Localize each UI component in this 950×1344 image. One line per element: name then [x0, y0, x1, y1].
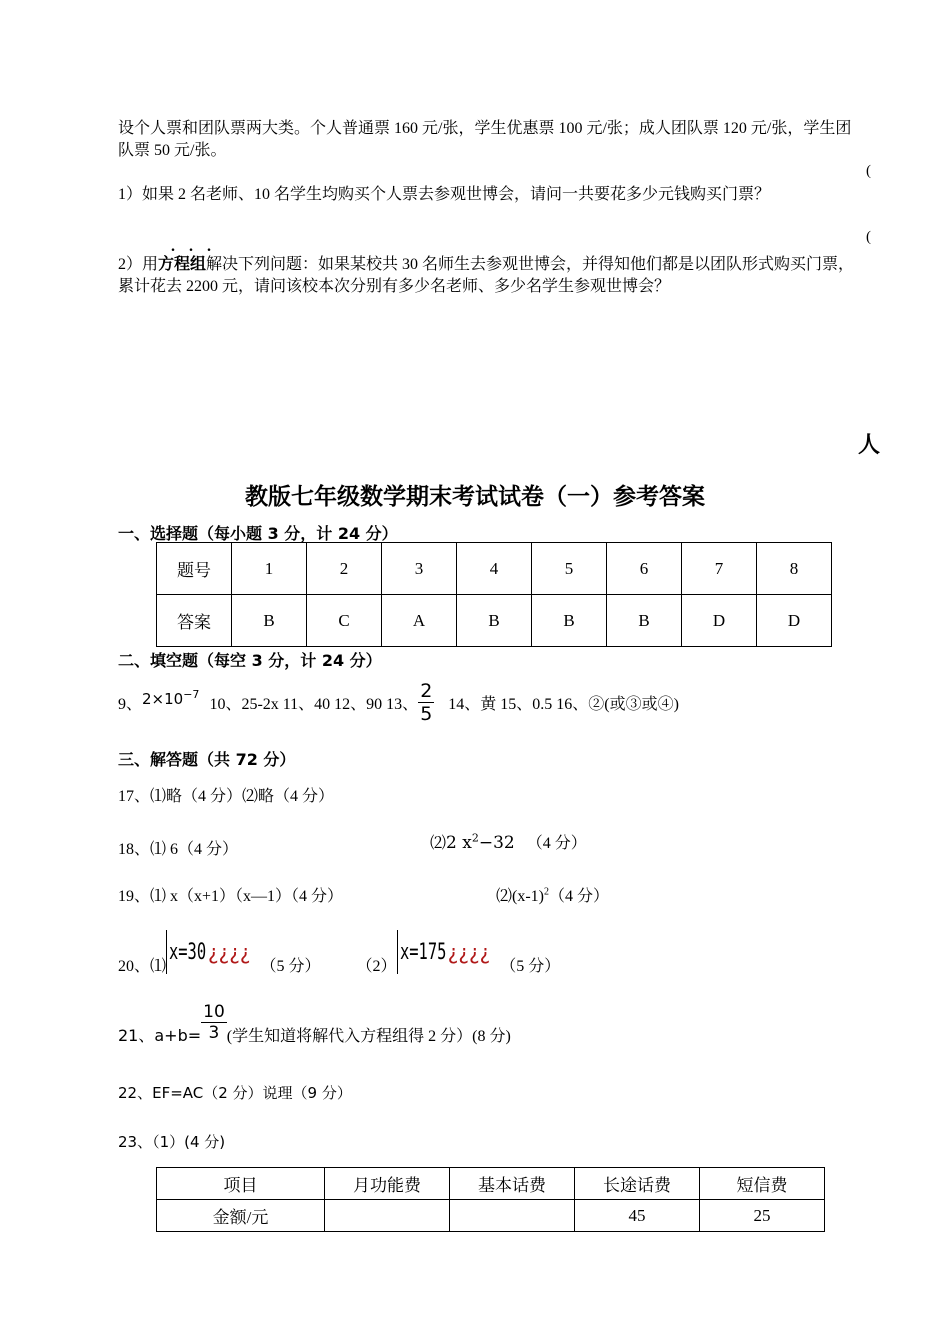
table-row: [157, 1168, 825, 1200]
a10-12: 10、25-2x 11、40 12、90 13、: [209, 695, 419, 713]
answer-19-right: [496, 883, 609, 906]
table-cell: D: [682, 595, 757, 647]
table-cell: 金额/元: [157, 1200, 325, 1232]
table-row: [157, 595, 832, 647]
emphasis-dots: ...: [171, 238, 225, 255]
answer-21: [118, 992, 511, 1052]
side-paren-1: (: [866, 163, 871, 179]
a21-label: 21、a+b=: [118, 1025, 202, 1045]
question-1: 1）如果 2 名老师、10 名学生均购买个人票去参观世博会，请问一共要花多少元钱购买门票？: [118, 186, 771, 203]
table-header: 短信费: [700, 1168, 825, 1200]
table-cell: 1: [232, 543, 307, 595]
a14-16: 14、黄 15、0.5 16、②(或③或④): [448, 695, 679, 713]
a18-expr-a: 2 x: [446, 833, 472, 853]
section-3-heading: 三、解答题（共 72 分）: [118, 750, 296, 769]
a20-junk-2: ¿¿¿¿: [447, 940, 491, 964]
table-header: 长途话费: [575, 1168, 700, 1200]
side-char: 人: [858, 432, 881, 457]
answer-18-left: 18、⑴ 6（4 分）: [118, 841, 239, 858]
table-cell: C: [307, 595, 382, 647]
q2-emphasis: 方程组: [158, 254, 207, 273]
a19-score: （4 分）: [549, 888, 610, 905]
a20-score-1: （5 分）: [260, 958, 321, 975]
table-cell: B: [457, 595, 532, 647]
table-cell: 7: [682, 543, 757, 595]
a9-label: 9、: [118, 695, 143, 713]
side-paren-2: (: [866, 229, 871, 245]
a18-expr-sup: 2: [471, 831, 479, 845]
table-row: [157, 1200, 825, 1232]
answer-20: [118, 920, 560, 980]
a20-eq2: x=175: [399, 939, 446, 965]
a9-expression: [142, 688, 199, 708]
table-cell: B: [532, 595, 607, 647]
a20-equation-1: [166, 930, 250, 974]
a20-bracket-1: [166, 930, 167, 974]
a21-denominator: 3: [208, 1022, 220, 1043]
table-cell: 45: [575, 1200, 700, 1232]
section-2-heading: 二、填空题（每空 3 分，计 24 分）: [118, 651, 382, 670]
a20-eq1: x=30: [169, 939, 207, 965]
section-1-heading: 一、选择题（每小题 3 分，计 24 分）: [118, 524, 398, 543]
table-header: 项目: [157, 1168, 325, 1200]
a13-numerator: 2: [420, 679, 433, 702]
a13-fraction: [418, 680, 434, 725]
question-2: [118, 253, 858, 298]
answer-19-left: 19、⑴ x（x+1）（x—1）（4 分）: [118, 888, 344, 905]
fill-in-answers: [118, 672, 679, 732]
a21-numerator: 10: [203, 1001, 225, 1022]
a20-junk-1: ¿¿¿¿: [208, 940, 251, 964]
q2-rest: 解决下列问题：如果某校共 30 名师生去参观世博会，并得知他们都是以团队形式购买门票，累计花去 2200 元，请问该校本次分别有多少名老师、多少名学生参观世博会？: [118, 256, 855, 295]
table-cell: B: [232, 595, 307, 647]
a21-fraction: [201, 1002, 227, 1043]
table-cell: 8: [757, 543, 832, 595]
table-cell: 5: [532, 543, 607, 595]
a20-part2: （2）: [356, 958, 397, 975]
table-cell: D: [757, 595, 832, 647]
answer-18-right: [430, 830, 587, 853]
a13-denominator: 5: [420, 702, 433, 725]
table-cell: [450, 1200, 575, 1232]
a21-rest: (学生知道将解代入方程组得 2 分）(8 分): [226, 1027, 511, 1045]
table-cell: A: [382, 595, 457, 647]
table-cell: 6: [607, 543, 682, 595]
table-header: 基本话费: [450, 1168, 575, 1200]
table-cell: 3: [382, 543, 457, 595]
problem-intro: 设个人票和团队票两大类。个人普通票 160 元/张，学生优惠票 100 元/张；成人团队票 120 元/张，学生团队票 50 元/张。: [118, 120, 852, 159]
answer-17: 17、⑴略（4 分）⑵略（4 分）: [118, 788, 335, 805]
table-cell: B: [607, 595, 682, 647]
page-title: 教版七年级数学期末考试试卷（一）参考答案: [245, 483, 705, 510]
a20-equation-2: [397, 930, 491, 974]
table-cell: 2: [307, 543, 382, 595]
q2-prefix: 2）用: [118, 256, 159, 273]
a20-label: 20、⑴: [118, 958, 167, 975]
answer-22: 22、EF=AC（2 分）说理（9 分）: [118, 1084, 352, 1102]
a18-prefix: ⑵: [430, 835, 447, 852]
table-header: 月功能费: [325, 1168, 450, 1200]
a18-suffix: （4 分）: [526, 835, 587, 852]
a18-expression: [446, 833, 515, 853]
answer-table: [156, 542, 832, 647]
table-cell: 25: [700, 1200, 825, 1232]
a19-sup: 2: [544, 886, 549, 898]
a20-bracket-2: [397, 930, 398, 974]
answer-23: 23、（1）(4 分): [118, 1133, 226, 1151]
fee-table: [156, 1167, 825, 1232]
table-cell: 4: [457, 543, 532, 595]
a18-expr-b: −32: [478, 833, 515, 853]
row-label-answer: 答案: [157, 595, 232, 647]
table-cell: [325, 1200, 450, 1232]
a9-exponent: −7: [183, 688, 200, 701]
a20-score-2: （5 分）: [500, 958, 561, 975]
table-row: [157, 543, 832, 595]
a9-base: 2×10: [142, 690, 184, 708]
row-label-number: 题号: [157, 543, 232, 595]
a19-expr: ⑵(x-1): [496, 888, 544, 905]
